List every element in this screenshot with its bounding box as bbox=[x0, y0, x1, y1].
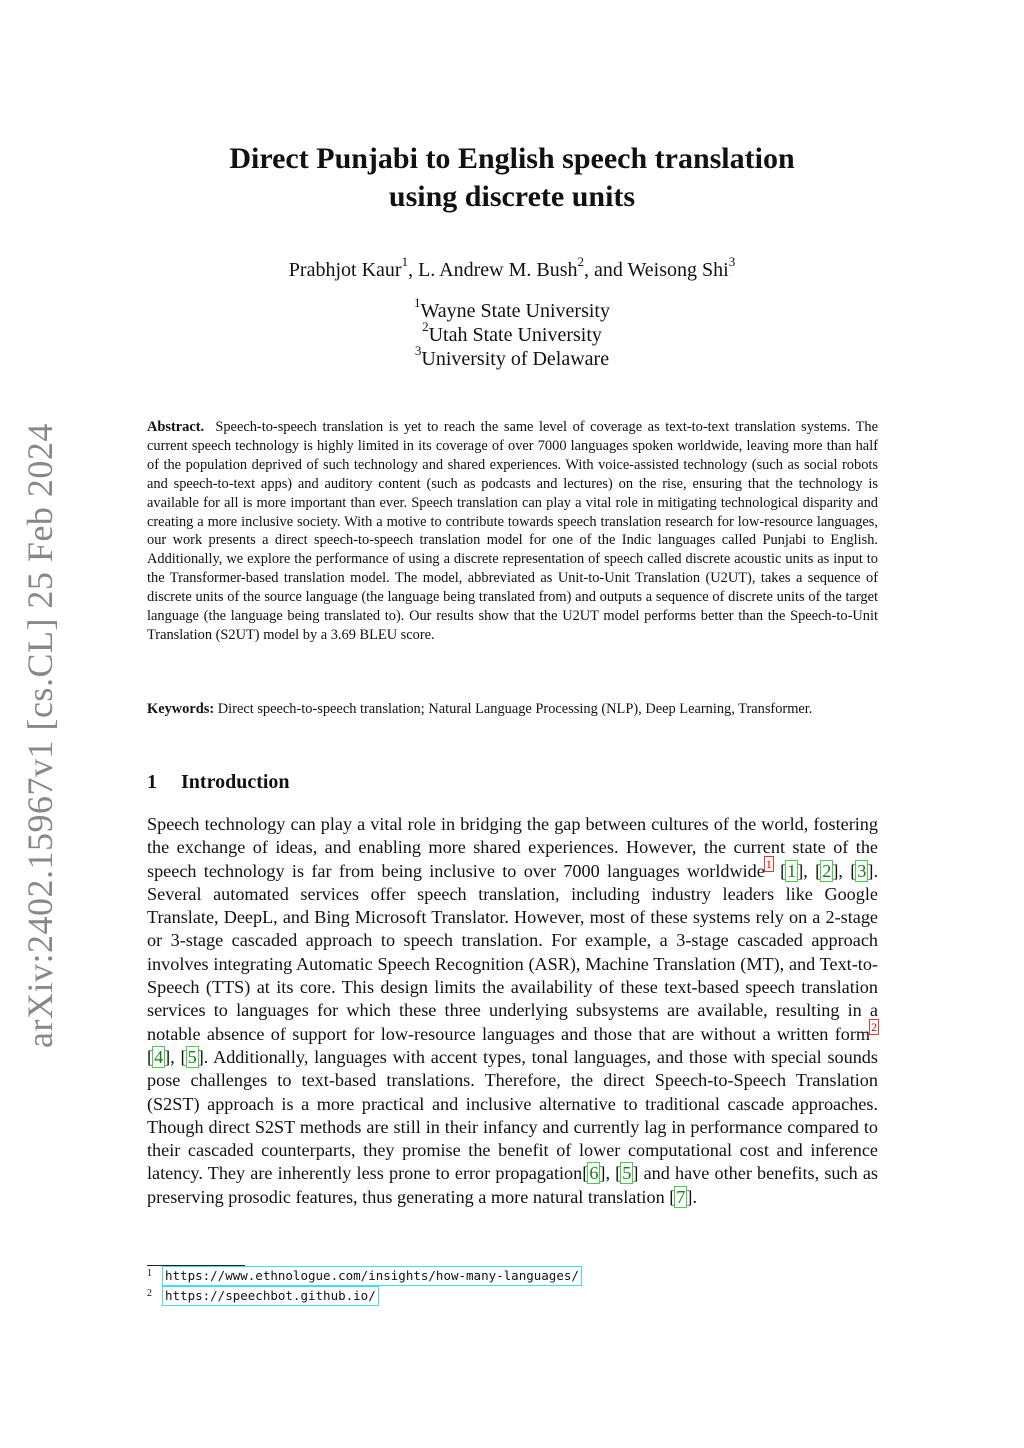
affiliation-3-sup: 3 bbox=[414, 343, 422, 359]
affiliation-2-name: Utah State University bbox=[428, 324, 602, 346]
intro-part-3: . Additionally, languages with accent types, tonal languages, and those with special sounds pose challenges to text-based translations. Therefore, the direct Speech-to-Speech Translation (S2ST) approach is a more practical and inclusive alternative to traditional cascade approaches. Though direct S2ST methods are still in their infancy and currently lag in performance compared to their cascaded counterparts, they promise the benefit of lower computational cost and inference latency. They are inherently less prone to error propagation bbox=[147, 1046, 878, 1184]
citation-5b[interactable]: 5 bbox=[622, 1163, 632, 1184]
footnote-2-link[interactable]: https://speechbot.github.io/ bbox=[165, 1288, 376, 1303]
abstract-label: Abstract. bbox=[147, 419, 205, 435]
affiliation-2 bbox=[120, 319, 904, 347]
affiliation-3-name: University of Delaware bbox=[421, 348, 610, 370]
citation-1[interactable]: 1 bbox=[787, 860, 797, 881]
affiliation-1 bbox=[120, 295, 904, 323]
keywords-text: Direct speech-to-speech translation; Natural Language Processing (NLP), Deep Learning, Transformer. bbox=[217, 701, 813, 717]
citation-2[interactable]: 2 bbox=[822, 860, 832, 881]
author-1-sup: 1 bbox=[401, 254, 409, 270]
footnote-ref-1[interactable]: 1 bbox=[765, 856, 772, 871]
citation-3[interactable]: 3 bbox=[857, 860, 867, 881]
affiliation-2-sup: 2 bbox=[422, 319, 429, 335]
authors bbox=[120, 254, 904, 283]
introduction-text: Speech technology can play a vital role in bridging the gap between cultures of the world, fostering the exchange of ideas, and enabling more shared experiences. However, the current state of the speech technology is far from being inclusive to over 7000 languages worldwide$^1$ [1], [2], [3]. Several automated services offer speech translation, including industry leaders like Google Translate, DeepL, and Bing Microsoft Translator. However, most of these systems rely on a 2-stage or 3-stage cascaded approach to speech translation. For example, a 3-stage cascaded approach involves integrating Automatic Speech Recognition (ASR), Machine Translation (MT), and Text-to-Speech (TTS) at its core. This design limits the availability of these text-based speech translation services to languages for which these three underlying subsystems are available, resulting in a notable absence of support for low-resource languages and those that are without a written form$^2$ [4], [5]. Additionally, languages with accent types, tonal languages, and those with special sounds pose challenges to text-based translations. Therefore, the direct Speech-to-Speech Translation (S2ST) approach is a more practical and inclusive alternative to traditional cascade approaches. Though direct S2ST methods are still in their infancy and currently lag in performance compared to their cascaded counterparts, they promise the benefit of lower computational cost and inference latency. They are inherently less prone to error propagation[6], [5] and have other benefits, such as preserving prosodic features, thus generating a more natural translation [7]. bbox=[147, 814, 878, 1207]
footnote-2-number: 2 bbox=[147, 1288, 152, 1299]
footnote-1 bbox=[147, 1267, 878, 1287]
intro-part-2: . Several automated services offer speech translation, including industry leaders like Google Translate, DeepL, and Bing Microsoft Translator. However, most of these systems rely on a 2-stage or 3-stage cascaded approach to speech translation. For example, a 3-stage cascaded approach involves integrating Automatic Speech Recognition (ASR), Machine Translation (MT), and Text-to-Speech (TTS) at its core. This design limits the availability of these text-based speech translation services to languages for which these three underlying subsystems are available, resulting in a notable absence of support for low-resource languages and those that are without a written form bbox=[147, 860, 878, 1044]
footnote-2 bbox=[147, 1287, 878, 1307]
title-line-1: Direct Punjabi to English speech translation bbox=[229, 142, 795, 175]
author-2-sup: 2 bbox=[577, 254, 585, 270]
intro-part-1: Speech technology can play a vital role in bridging the gap between cultures of the world, fostering the exchange of ideas, and enabling more shared experiences. However, the current state of the speech technology is far from being inclusive to over 7000 languages worldwide bbox=[147, 814, 878, 881]
footnotes bbox=[147, 1267, 878, 1307]
paper-title bbox=[120, 140, 904, 216]
author-3: , and Weisong Shi bbox=[584, 259, 729, 281]
author-1: Prabhjot Kaur bbox=[288, 259, 402, 281]
footnote-1-link[interactable]: https://www.ethnologue.com/insights/how-many-languages/ bbox=[165, 1268, 579, 1283]
citation-6[interactable]: 6 bbox=[589, 1163, 599, 1184]
affiliation-1-sup: 1 bbox=[414, 295, 421, 311]
footnote-1-number: 1 bbox=[147, 1268, 152, 1279]
affiliations bbox=[120, 295, 904, 371]
intro-part-5: . bbox=[692, 1186, 697, 1207]
citation-4[interactable]: 4 bbox=[154, 1046, 164, 1067]
affiliation-3 bbox=[120, 343, 904, 371]
author-3-sup: 3 bbox=[728, 254, 736, 270]
keywords-label: Keywords: bbox=[147, 701, 215, 717]
affiliation-1-name: Wayne State University bbox=[420, 300, 610, 322]
arxiv-identifier: arXiv:2402.15967v1 [cs.CL] 25 Feb 2024 bbox=[20, 423, 60, 1048]
intro-part-4: and have other benefits, such as preserving prosodic features, thus generating a more natural translation bbox=[147, 1163, 878, 1207]
author-2: , L. Andrew M. Bush bbox=[408, 259, 578, 281]
title-line-2: using discrete units bbox=[388, 180, 636, 213]
abstract-text: Speech-to-speech translation is yet to reach the same level of coverage as text-to-text translation systems. The current speech technology is highly limited in its coverage of over 7000 languages spoken worldwide, leaving more than half of the population deprived of such technology and shared experiences. With voice-assisted technology (such as social robots and speech-to-text apps) and auditory content (such as podcasts and lectures) on the rise, ensuring that the technology is available for all is more important than ever. Speech translation can play a vital role in mitigating technological disparity and creating a more inclusive society. With a motive to contribute towards speech translation research for low-resource languages, our work presents a direct speech-to-speech translation model for one of the Indic languages called Punjabi to English. Additionally, we explore the performance of using a discrete representation of speech called discrete acoustic units as input to the Transformer-based translation model. The model, abbreviated as Unit-to-Unit Translation (U2UT), takes a sequence of discrete units of the source language (the language being translated from) and outputs a sequence of discrete units of the target language (the language being translated to). Our results show that the U2UT model performs better than the Speech-to-Unit Translation (S2UT) model by a 3.69 BLEU score. bbox=[147, 419, 879, 643]
footnote-ref-2[interactable]: 2 bbox=[871, 1019, 877, 1034]
citation-5[interactable]: 5 bbox=[187, 1046, 197, 1067]
section-heading bbox=[147, 770, 878, 794]
citation-7[interactable]: 7 bbox=[676, 1186, 686, 1207]
section-number: 1 bbox=[147, 771, 157, 793]
abstract bbox=[147, 418, 878, 645]
keywords bbox=[147, 700, 878, 719]
section-title: Introduction bbox=[181, 771, 290, 793]
